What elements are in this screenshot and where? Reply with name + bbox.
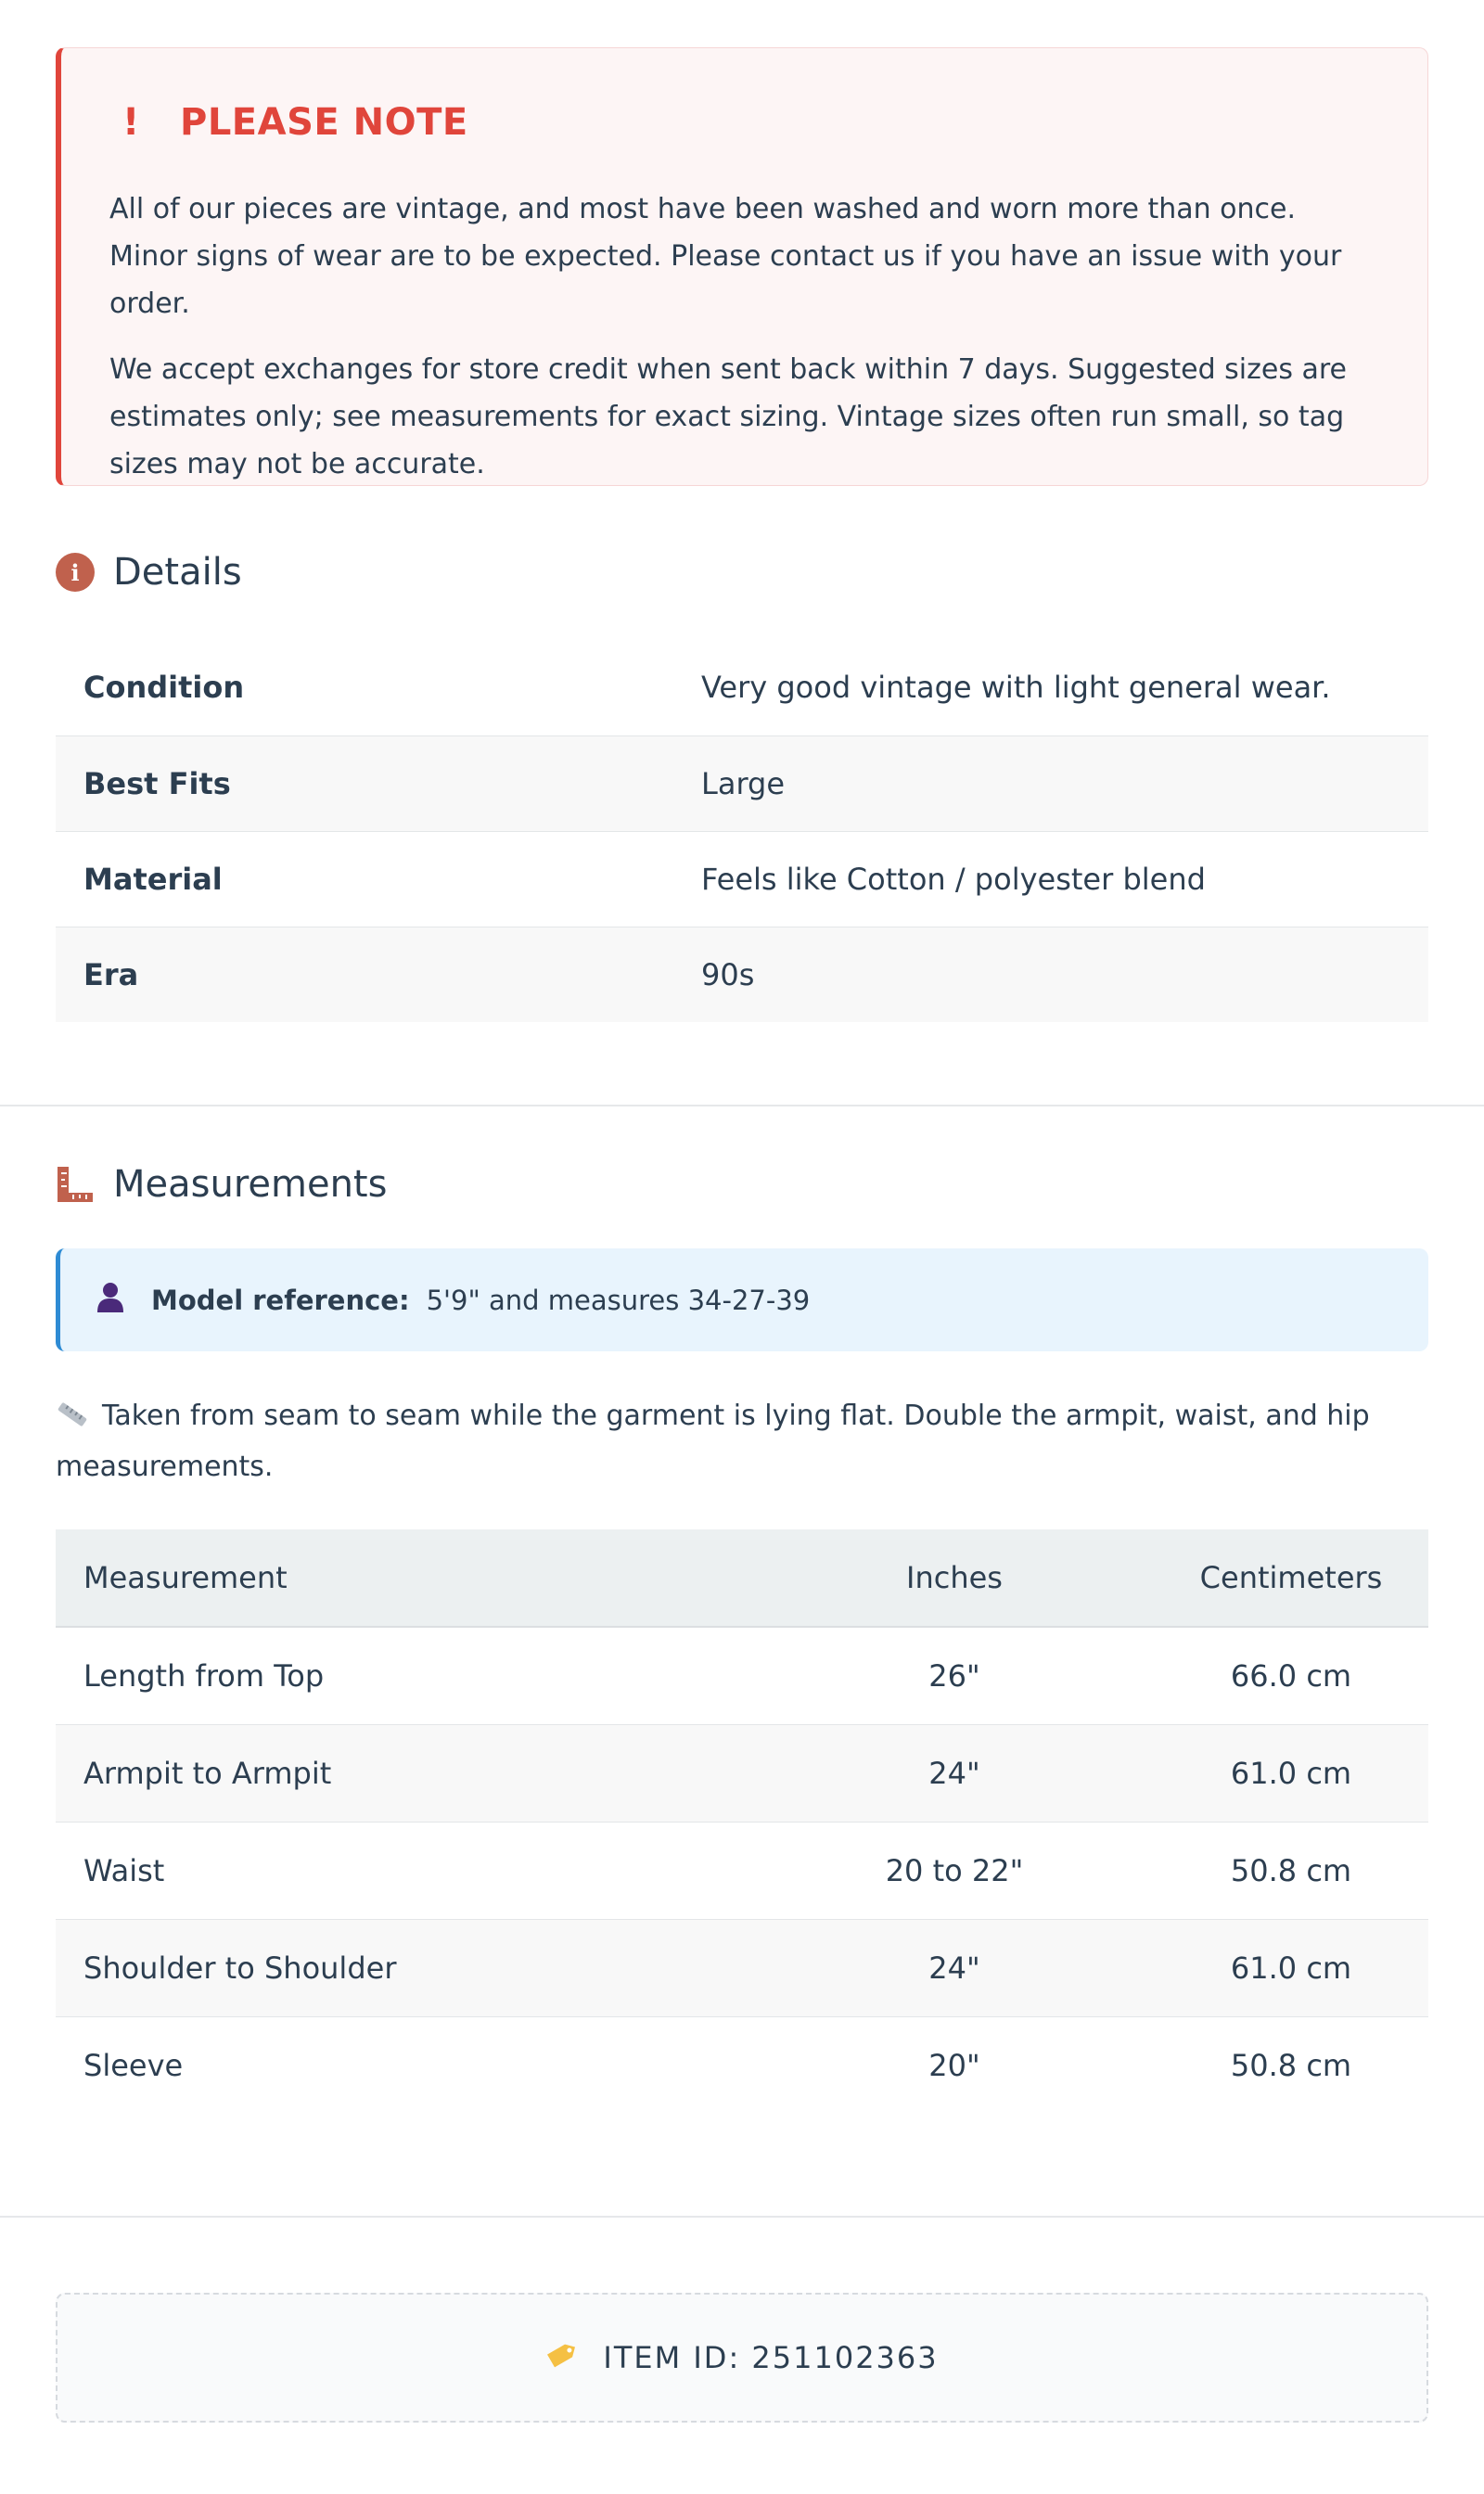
person-icon <box>96 1281 125 1319</box>
measurements-table <box>56 1529 1428 2114</box>
notice-box <box>56 47 1428 486</box>
table-row <box>56 1823 1428 1920</box>
model-reference-box <box>56 1248 1428 1351</box>
ruler-pencil-icon <box>56 1396 89 1443</box>
table-row <box>56 1920 1428 2017</box>
section-divider <box>0 2216 1484 2218</box>
measurement-inches: 24" <box>755 1920 1154 2017</box>
measurements-heading <box>56 1163 1428 1206</box>
column-header: Measurement <box>56 1529 755 1627</box>
measurement-cm: 66.0 cm <box>1154 1627 1428 1725</box>
detail-key: Material <box>56 831 673 927</box>
notice-paragraph: We accept exchanges for store credit when sent back within 7 days. Suggested sizes are estimates only; see measurements for exact sizing. Vintage sizes often run small, so tag sizes may not be accurate. <box>109 353 1348 480</box>
notice-paragraph: All of our pieces are vintage, and most have been washed and worn more than once. Minor signs of wear are to be expected. Please contact us if you have an issue with your order. <box>109 193 1342 320</box>
info-icon: i <box>56 553 95 592</box>
notice-title: PLEASE NOTE <box>180 101 468 144</box>
table-row <box>56 1725 1428 1823</box>
measurement-note <box>56 1392 1428 1490</box>
measurement-cm: 61.0 cm <box>1154 1920 1428 2017</box>
column-header: Inches <box>755 1529 1154 1627</box>
details-table <box>56 640 1428 1022</box>
measurement-name: Waist <box>56 1823 755 1920</box>
table-row <box>56 640 1428 735</box>
exclamation-icon: ! <box>122 101 140 144</box>
measurement-name: Armpit to Armpit <box>56 1725 755 1823</box>
table-row <box>56 735 1428 831</box>
measurement-name: Shoulder to Shoulder <box>56 1920 755 2017</box>
measurement-cm: 61.0 cm <box>1154 1725 1428 1823</box>
item-id-box <box>56 2293 1428 2423</box>
measurement-inches: 20 to 22" <box>755 1823 1154 1920</box>
detail-key: Condition <box>56 640 673 735</box>
measurement-name: Length from Top <box>56 1627 755 1725</box>
model-reference-label: Model reference: <box>151 1284 410 1316</box>
detail-value: Feels like Cotton / polyester blend <box>673 831 1428 927</box>
measurement-inches: 26" <box>755 1627 1154 1725</box>
detail-value: Large <box>673 735 1428 831</box>
table-header-row <box>56 1529 1428 1627</box>
measurement-name: Sleeve <box>83 2048 184 2083</box>
detail-value: 90s <box>673 927 1428 1022</box>
measurement-inches: 24" <box>755 1725 1154 1823</box>
measurement-inches: 20" <box>928 2048 980 2083</box>
table-row <box>56 1627 1428 1725</box>
table-row <box>56 831 1428 927</box>
table-row <box>56 927 1428 1022</box>
detail-key: Best Fits <box>56 735 673 831</box>
table-row <box>56 2017 1428 2115</box>
detail-key: Era <box>56 927 673 1022</box>
measurements-title: Measurements <box>113 1163 388 1206</box>
detail-value: Very good vintage with light general wear. <box>673 640 1428 735</box>
measurement-cm: 50.8 cm <box>1230 2048 1352 2083</box>
column-header: Centimeters <box>1154 1529 1428 1627</box>
details-title: Details <box>113 551 242 594</box>
section-divider <box>0 1105 1484 1106</box>
measurement-note-text: Taken from seam to seam while the garment is lying flat. Double the armpit, waist, and hip measurements. <box>56 1400 1370 1483</box>
ruler-icon <box>56 1165 95 1204</box>
details-heading <box>56 551 1428 594</box>
tag-icon <box>545 2339 581 2376</box>
notice-header <box>109 102 1379 143</box>
item-id-text: ITEM ID: 251102363 <box>603 2340 939 2375</box>
measurement-cm: 50.8 cm <box>1154 1823 1428 1920</box>
model-reference-value: 5'9" and measures 34-27-39 <box>426 1284 811 1316</box>
